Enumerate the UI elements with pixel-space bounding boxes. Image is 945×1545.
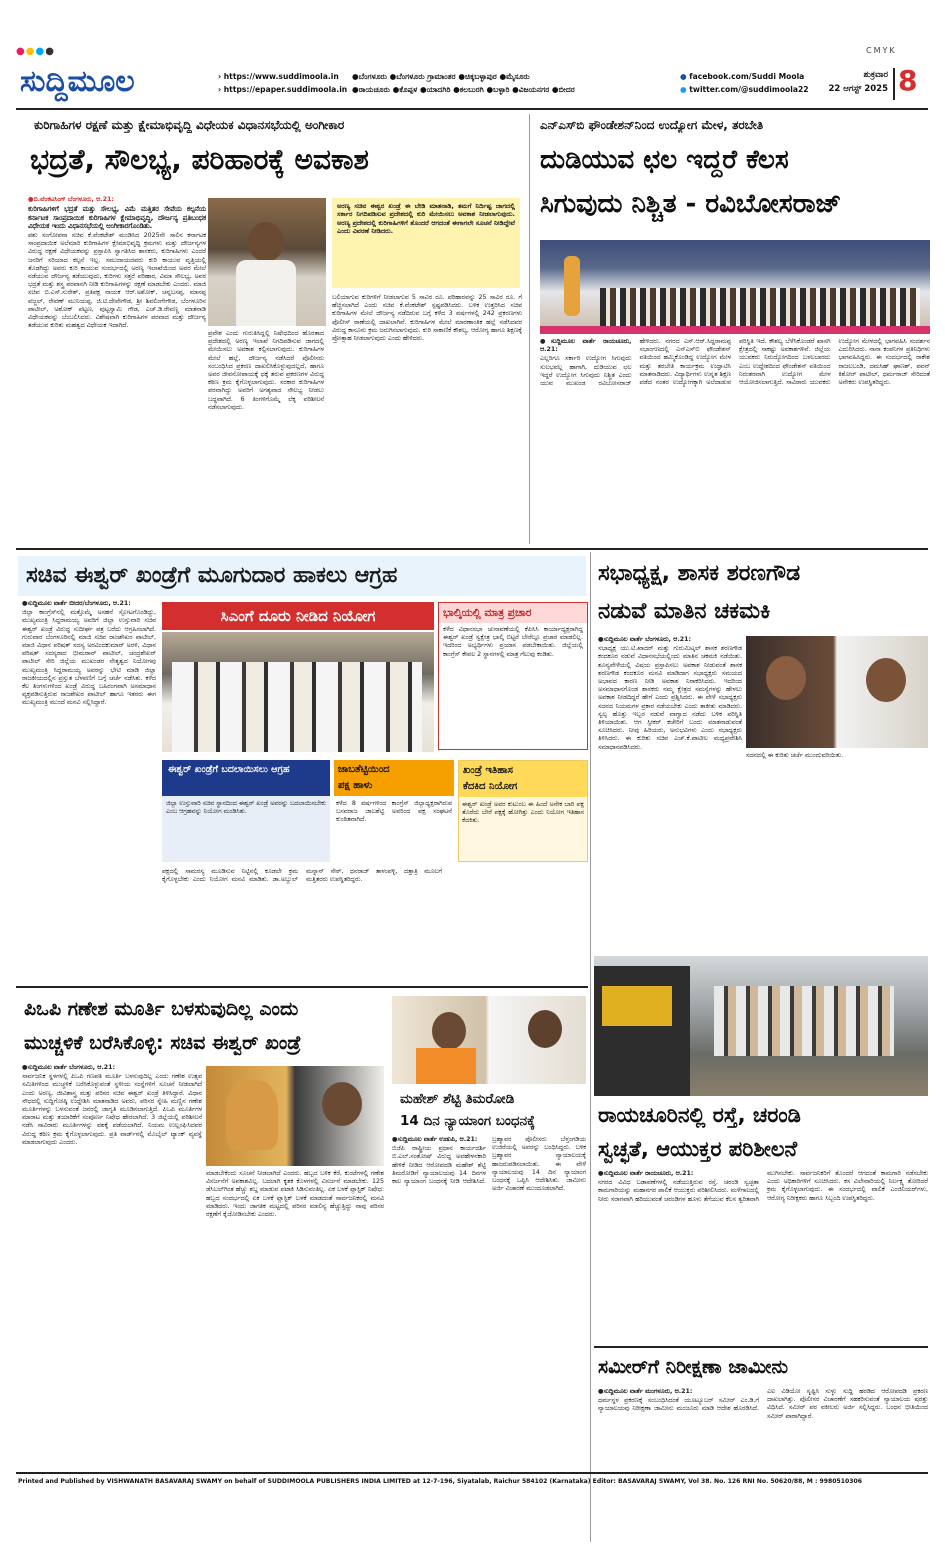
story3-box-b: ಈಶ್ವರ್ ಖಂಡ್ರೆಗೆ ಬದಲಾಯಿಸಲು ಆಗ್ರಹ ಜಿಲ್ಲಾ ಉಸ್ತುವಾರಿ ಸಚಿವ ಸ್ಥಾನದಿಂದ ಈಶ್ವರ್ ಖಂಡ್ರೆ ಅವರನ್ನು ಬದಲಾಯಿಸಬೇಕು ಎಂಬ ಆಗ್ರಹವನ್ನು ನಿಯೋಗ ಮಂಡಿಸಿತು. — [162, 760, 330, 862]
facebook-icon: ● — [680, 72, 687, 81]
story5-col2: ಮಾಡಬೇಕೆಂದು ಸೂಚನೆ ನೀಡಲಾಗಿದೆ ಎಂದರು. ಹಬ್ಬದ ಬಳಿಕ ಕೆರೆ, ಕುಂಟೆಗಳಲ್ಲಿ ಗಣೇಶ ವಿಸರ್ಜನೆಗೆ ಅವಕಾಶವಿಲ್ಲ. ಬದಲಾಗಿ ಕೃತಕ ಕೊಳಗಳಲ್ಲಿ ವಿಸರ್ಜನೆ ಮಾಡಬೇಕು. 125 ಡೆಸಿಬಲ್‌ಗಿಂತ ಹೆಚ್ಚು ಶಬ್ದ ಮಾಡುವ ಪಟಾಕಿ ಸಿಡಿಸುವಂತಿಲ್ಲ. ಏಕ ಬಳಕೆ ಪ್ಲಾಸ್ಟಿಕ್ ನಿಷೇಧ: ಹಬ್ಬದ ಸಂದರ್ಭದಲ್ಲಿ ಏಕ ಬಳಕೆ ಪ್ಲಾಸ್ಟಿಕ್ ಬಳಕೆ ಮಾಡದಂತೆ ಸಾರ್ವಜನಿಕರಲ್ಲಿ ಮನವಿ ಮಾಡಿದರು. ಇಂದು ಜಾಗತಿಕ ಮಟ್ಟದಲ್ಲಿ ಪರಿಸರ ಮಾಲಿನ್ಯ ಹೆಚ್ಚುತ್ತಿದ್ದು ನಾವು ಪರಿಸರ ರಕ್ಷಣೆಗೆ ಕೈಜೋಡಿಸಬೇಕು ಎಂದರು. — [206, 1170, 384, 1219]
issue-date: ಶುಕ್ರವಾರ 22 ಆಗಸ್ಟ್ 2025 — [828, 70, 888, 94]
epaper-link[interactable]: › https://epaper.suddimoola.in — [218, 85, 348, 94]
story6-headline-1: ರಾಯಚೂರಿನಲ್ಲಿ ರಸ್ತೆ, ಚರಂಡಿ — [598, 1103, 801, 1127]
story4-headline-2: ನಡುವೆ ಮಾತಿನ ಚಕಮಕಿ — [598, 599, 771, 624]
story5-photo-ganesha-minister — [206, 1066, 384, 1166]
story1-kicker: ಕುರಿಗಾಹಿಗಳ ರಕ್ಷಣೆ ಮತ್ತು ಕ್ಷೇಮಾಭಿವೃದ್ಧಿ ವಿಧೇಯಕ ವಿಧಾನಸಭೆಯಲ್ಲಿ ಅಂಗೀಕಾರ — [34, 118, 345, 132]
story7-body: ●ಸುದ್ದಿಮೂಲ ವಾರ್ತೆ ಮಂಗಳೂರು, ಆ.21: ಧರ್ಮಸ್ಥಳ ಪ್ರಕರಣಕ್ಕೆ ಸಂಬಂಧಿಸಿದಂತೆ ಯೂಟ್ಯೂಬರ್ ಸಮೀರ್ ಎಂ.ಡಿ.ಗೆ ನ್ಯಾಯಾಲಯವು ನಿರೀಕ್ಷಣಾ ಜಾಮೀನು ಮಂಜೂರು ಮಾಡಿ ಆದೇಶ ಹೊರಡಿಸಿದೆ. ಎಐ ವಿಡಿಯೋ ಸೃಷ್ಟಿಸಿ ಸುಳ್ಳು ಸುದ್ದಿ ಹರಡಿದ ಆರೋಪದಡಿ ಪ್ರಕರಣ ದಾಖಲಾಗಿತ್ತು. ಪೊಲೀಸರ ವಿಚಾರಣೆಗೆ ಸಹಕರಿಸುವಂತೆ ನ್ಯಾಯಾಲಯ ಷರತ್ತು ವಿಧಿಸಿದೆ. ಸಮೀರ್ ಪರ ವಕೀಲರು ಅರ್ಜಿ ಸಲ್ಲಿಸಿದ್ದರು. ಬಂಧನ ಭೀತಿಯಿಂದ ಸಮೀರ್ ಪಾರಾಗಿದ್ದಾರೆ. — [598, 1388, 928, 1420]
story3-body-left: ●ಸುದ್ದಿಮೂಲ ವಾರ್ತೆ ಬೀದರ/ಬೆಂಗಳೂರು, ಆ.21: ಜಿಲ್ಲಾ ಕಾಂಗ್ರೆಸ್‌ನಲ್ಲಿ ಮತ್ತೊಮ್ಮೆ ಅಸಹನೆ ಸ್ಫೋಟಗೊಂಡಿದ್ದು, ಮುಖ್ಯಮಂತ್ರಿ ಸಿದ್ದರಾಮಯ್ಯ ಅವರಿಗೆ ಜಿಲ್ಲಾ ಉಸ್ತುವಾರಿ ಸಚಿವ ಈಶ್ವರ್ ಖಂಡ್ರೆ ವಿರುದ್ಧ ಸುದೀರ್ಘ ಪತ್ರ ಬರೆದು ಆಗ್ರಹಿಸಲಾಗಿದೆ. ಗುರುವಾರ ಬೆಂಗಳೂರಿನಲ್ಲಿ ಮಾಜಿ ಸಚಿವ ರಾಜಶೇಖರ ಪಾಟೀಲ್, ಮಾಜಿ ವಿಧಾನ ಪರಿಷತ್ ಸದಸ್ಯ ಅರವಿಂದಕುಮಾರ್ ಅರಳಿ, ವಿಧಾನ ಪರಿಷತ್ ಸದಸ್ಯರಾದ ಭೀಮರಾವ್ ಪಾಟೀಲ್, ಚಂದ್ರಶೇಖರ್ ಪಾಟೀಲ್ ಸೇರಿ ಜಿಲ್ಲೆಯ ಮುಖಂಡರ ನೇತೃತ್ವದ ನಿಯೋಗವು ಮುಖ್ಯಮಂತ್ರಿ ಸಿದ್ದರಾಮಯ್ಯ ಅವರನ್ನು ಭೇಟಿ ಮಾಡಿ ಜಿಲ್ಲಾ ರಾಜಕೀಯದಲ್ಲಿನ ಪ್ರಸ್ತುತ ಬೆಳವಣಿಗೆ ಬಗ್ಗೆ ಚರ್ಚೆ ನಡೆಸಿತು. ಕಳೆದ ಕೆಲ ತಿಂಗಳುಗಳಿಂದ ಖಂಡ್ರೆ ವಿರುದ್ಧ ಬಹಿರಂಗವಾಗಿ ಅಸಮಾಧಾನ ವ್ಯಕ್ತಪಡಿಸುತ್ತಿರುವ ರಾಜಶೇಖರ ಪಾಟೀಲ್ ಹಾಗೂ ಇತರರು ಈಗ ಮುಖ್ಯಮಂತ್ರಿ ಮುಂದೆ ಮನವಿ ಸಲ್ಲಿಸಿದ್ದಾರೆ. — [22, 600, 156, 707]
story5-side-photo — [392, 996, 586, 1084]
twitter-icon: ● — [680, 85, 687, 94]
story4-headline-1: ಸಭಾಧ್ಯಕ್ಷ, ಶಾಸಕ ಶರಣಗೌಡ — [598, 561, 801, 586]
story1-col2: ಪ್ರವೇಶ ಎಂದು ಗುರುತಿಸಿದ್ದಲ್ಲಿ ನಿಷೇಧದಿಂದ ಹೊರತಾದ ಪ್ರದೇಶದಲ್ಲಿ ಅರಣ್ಯ ಇಲಾಖೆ ನಿಗದಿಪಡಿಸುವ ಜಾಗದಲ್ಲಿ ಮೇಯಿಸಲು ಅವಕಾಶ ಕಲ್ಪಿಸಲಾಗುವುದು. ಕುರಿಗಾಹಿಗಳ ಮೇಲೆ ಹಲ್ಲೆ, ದೌರ್ಜನ್ಯ ನಡೆಸಿದರೆ ಪೊಲೀಸರು ಸಂಬಂಧಿಸಿದ ಪ್ರಕರಣ ದಾಖಲಿಸಿಕೊಳ್ಳುವುದಲ್ಲದೆ, ಹಾಗೂ ಅವರ ಜೀವನೋಪಾಯಕ್ಕೆ ಧಕ್ಕೆ ತರುವ ಪ್ರಕರಣಗಳ ವಿರುದ್ಧ ಕಠಿಣ ಕ್ರಮ ಕೈಗೊಳ್ಳಲಾಗುವುದು. ಸರಕಾರ ಕುರಿಗಾಹಿಗಳ ಪರವಾಗಿದ್ದು ಅವರಿಗೆ ಅಗತ್ಯವಾದ ಸೌಲಭ್ಯ ನೀಡಲು ಬದ್ಧವಾಗಿದೆ. 6 ತಿಂಗಳಿಗೊಮ್ಮೆ ಲೆಕ್ಕ ಪರಿಶೀಲನೆ ನಡೆಸಲಾಗುವುದು. — [208, 330, 324, 411]
page-number-divider — [893, 68, 895, 100]
story6-body: ●ಸುದ್ದಿಮೂಲ ವಾರ್ತೆ ರಾಯಚೂರು, ಆ.21: ನಗರದ ವಿವಿಧ ಬಡಾವಣೆಗಳಲ್ಲಿ ನಡೆಯುತ್ತಿರುವ ರಸ್ತೆ, ಚರಂಡಿ ಸ್ವಚ್ಛತಾ ಕಾಮಗಾರಿಯನ್ನು ಮಹಾನಗರ ಪಾಲಿಕೆ ಆಯುಕ್ತರು ಪರಿಶೀಲಿಸಿದರು. ಮಳೆಗಾಲದಲ್ಲಿ ನೀರು ಸರಾಗವಾಗಿ ಹರಿಯುವಂತೆ ಚರಂಡಿಗಳ ಹೂಳು ತೆಗೆಯುವ ಕೆಲಸ ತ್ವರಿತವಾಗಿ ಮುಗಿಸಬೇಕು. ಸಾರ್ವಜನಿಕರಿಗೆ ತೊಂದರೆ ಆಗದಂತೆ ಕಾಮಗಾರಿ ನಡೆಸಬೇಕು ಎಂದು ಅಧಿಕಾರಿಗಳಿಗೆ ಸೂಚಿಸಿದರು. ಕಸ ವಿಲೇವಾರಿಯಲ್ಲಿ ನಿರ್ಲಕ್ಷ್ಯ ತೋರಿದರೆ ಕ್ರಮ ಕೈಗೊಳ್ಳಲಾಗುವುದು. ಈ ಸಂದರ್ಭದಲ್ಲಿ ಪಾಲಿಕೆ ಎಂಜಿನಿಯರ್‌ಗಳು, ಆರೋಗ್ಯ ನಿರೀಕ್ಷಕರು ಹಾಗೂ ಸಿಬ್ಬಂದಿ ಉಪಸ್ಥಿತರಿದ್ದರು. — [598, 1170, 928, 1203]
section-rule-3 — [594, 1346, 928, 1348]
story3-box-d: ಖಂಡ್ರೆ ಇತಿಹಾಸ ಕೆದಕಿದ ನಿಯೋಗ ಈಶ್ವರ್ ಖಂಡ್ರೆ ಅವರ ಕುಟುಂಬ ಈ ಹಿಂದೆ ಅನೇಕ ಬಾರಿ ಪಕ್ಷ ತೊರೆದು ಬೇರೆ ಪಕ್ಷಕ್ಕೆ ಹೋಗಿತ್ತು ಎಂದು ನಿಯೋಗ ಇತಿಹಾಸ ಕೆದಕಿತು. — [458, 760, 588, 862]
story5-headline-1: ಪಿಒಪಿ ಗಣೇಶ ಮೂರ್ತಿ ಬಳಸುವುದಿಲ್ಲ ಎಂದು — [24, 998, 299, 1020]
story4-body-right: ಸದನದಲ್ಲಿ ಈ ಕುರಿತು ಚರ್ಚೆ ಮುಂದುವರಿಯಿತು. — [746, 752, 844, 759]
story3-photo-delegation — [162, 632, 434, 752]
story3-headline-band — [18, 556, 586, 596]
story2-photo-job-fair — [540, 240, 930, 334]
story3-body-bottom: ಪಕ್ಷದಲ್ಲಿ ಸಾಮರಸ್ಯ ಮೂಡಿಸುವ ನಿಟ್ಟಿನಲ್ಲಿ ಕೂಡಲೇ ಕ್ರಮ ಕೈಗೊಳ್ಳಬೇಕು ಎಂದು ನಿಯೋಗ ಮನವಿ ಮಾಡಿತು. ಡಾ.ಅಬ್ದುಲ್ ಮನ್ನಾನ್ ಸೇಠ್, ಧನರಾಜ್ ತಾಳಂಪಳ್ಳಿ, ದತ್ತಾತ್ರಿ ಮೂಲಗೆ ಮತ್ತಿತರರು ಉಪಸ್ಥಿತರಿದ್ದರು. — [162, 868, 442, 884]
story2-headline-1: ದುಡಿಯುವ ಛಲ ಇದ್ದರೆ ಕೆಲಸ — [540, 145, 789, 175]
section-rule-1 — [16, 548, 928, 550]
section-rule-2 — [16, 986, 588, 988]
story2-kicker: ಎನ್ಎಸ್‌ಬಿ ಫೌಂಡೇಶನ್‌ನಿಂದ ಉದ್ಯೋಗ ಮೇಳ, ತರಬೇತಿ — [540, 118, 764, 132]
social-links — [680, 70, 809, 96]
story3-box-a: ಭಾಲ್ಕಿಯಲ್ಲಿ ಮಾತ್ರ ಪ್ರಚಾರ ಕಳೆದ ವಿಧಾನಸಭಾ ಚುನಾವಣೆಯಲ್ಲಿ ಕೆಪಿಸಿಸಿ ಕಾರ್ಯಾಧ್ಯಕ್ಷರಾಗಿದ್ದ ಈಶ್ವರ್ ಖಂಡ್ರೆ ಸ್ವಕ್ಷೇತ್ರ ಭಾಲ್ಕಿ ಬಿಟ್ಟರೆ ಬೇರೆಲ್ಲೂ ಪ್ರಚಾರ ಮಾಡಲಿಲ್ಲ. ಇದರಿಂದ ಅಭ್ಯರ್ಥಿಗಳು ಪ್ರಯಾಸ ಪಡಬೇಕಾಯಿತು. ಜಿಲ್ಲೆಯಲ್ಲಿ ಕಾಂಗ್ರೆಸ್ ಕೇವಲ 2 ಸ್ಥಾನಗಳಲ್ಲಿ ಮಾತ್ರ ಗೆಲುವು ಕಂಡಿತು. — [438, 602, 588, 750]
page-number: 8 — [898, 64, 918, 97]
masthead-rule — [16, 108, 928, 110]
story5-headline-2: ಮುಚ್ಚಳಿಕೆ ಬರೆಸಿಕೊಳ್ಳಿ: ಸಚಿವ ಈಶ್ವರ್ ಖಂಡ್ರೆ — [24, 1032, 301, 1054]
story4-body: ●ಸುದ್ದಿಮೂಲ ವಾರ್ತೆ ಬೆಂಗಳೂರು, ಆ.21: ಸಭಾಧ್ಯಕ್ಷ ಯು.ಟಿ.ಖಾದರ್ ಮತ್ತು ಗುರುಮಿಟ್ಕಲ್ ಶಾಸಕ ಶರಣಗೌಡ ಕಂದಕೂರ ನಡುವೆ ವಿಧಾನಸಭೆಯಲ್ಲಿಂದು ಮಾತಿನ ಚಕಮಕಿ ನಡೆಯಿತು. ಶೂನ್ಯವೇಳೆಯಲ್ಲಿ ವಿಷಯ ಪ್ರಸ್ತಾಪಿಸಲು ಅವಕಾಶ ನೀಡುವಂತೆ ಶಾಸಕ ಶರಣಗೌಡ ಕಂದಕೂರ ಮನವಿ ಮಾಡಿದಾಗ ಸಭಾಧ್ಯಕ್ಷರು ಸಮಯದ ಅಭಾವದ ಕಾರಣ ನೀಡಿ ಅವಕಾಶ ನಿರಾಕರಿಸಿದರು. ಇದರಿಂದ ಅಸಮಾಧಾನಗೊಂಡ ಶಾಸಕರು ನಮ್ಮ ಕ್ಷೇತ್ರದ ಸಮಸ್ಯೆಗಳನ್ನು ಹೇಳಲು ಅವಕಾಶ ನೀಡದಿದ್ದರೆ ಹೇಗೆ ಎಂದು ಪ್ರಶ್ನಿಸಿದರು. ಈ ವೇಳೆ ಸಭಾಧ್ಯಕ್ಷರು ಸದನದ ನಿಯಮಗಳ ಪ್ರಕಾರ ನಡೆಯಬೇಕು ಎಂದು ತಾಕೀತು ಮಾಡಿದರು. ಸ್ವಲ್ಪ ಹೊತ್ತು ಇಬ್ಬರ ನಡುವೆ ವಾಗ್ವಾದ ನಡೆದು ಬಳಿಕ ಪರಿಸ್ಥಿತಿ ತಿಳಿಯಾಯಿತು. ಆಗ ಸ್ಪೀಕರ್ ಕಚೇರಿಗೆ ಬಂದು ಮಾತನಾಡುವಂತೆ ಸೂಚಿಸಿದರು. ನೀವು ಹಿರಿಯರು, ಅನುಭವಿಗಳು ಎಂದು ಸಭಾಧ್ಯಕ್ಷರು ತಿಳಿಸಿದರು. ಈ ಕುರಿತು ಸಚಿವ ಎಚ್.ಕೆ.ಪಾಟೀಲ ಮಧ್ಯಪ್ರವೇಶಿಸಿ ಸಮಾಧಾನಪಡಿಸಿದರು. — [598, 636, 742, 751]
footer-imprint: Printed and Published by VISHWANATH BASAVARAJ SWAMY on behalf of SUDDIMOOLA PUBLISHERS INDIA LIMITED at 12-7-196, Siyatalab, Raichur 584102 (Karnataka) Editor: BASAVARAJ SWAMY, Vol 38. No. 126 RNI No. 50620/88, M : 9980510306 — [18, 1478, 862, 1485]
story5-side-body: ●ಸುದ್ದಿಮೂಲ ವಾರ್ತೆ ಉಡುಪಿ, ಆ.21: ಬಿಜೆಪಿ ರಾಷ್ಟ್ರೀಯ ಪ್ರಧಾನ ಕಾರ್ಯದರ್ಶಿ ಬಿ.ಎಲ್.ಸಂತೋಷ್ ವಿರುದ್ಧ ಅವಹೇಳನಕಾರಿ ಹೇಳಿಕೆ ನೀಡಿದ ಆರೋಪದಡಿ ಮಹೇಶ್ ಶೆಟ್ಟಿ ತಿಮರೋಡಿಗೆ ನ್ಯಾಯಾಲಯವು 14 ದಿನಗಳ ಕಾಲ ನ್ಯಾಯಾಂಗ ಬಂಧನಕ್ಕೆ ನೀಡಿ ಆದೇಶಿಸಿದೆ. ಬ್ರಹ್ಮಾವರ ಪೊಲೀಸರು ಬೆಳ್ತಂಗಡಿಯ ಉಜಿರೆಯಲ್ಲಿ ಅವರನ್ನು ಬಂಧಿಸಿದ್ದರು. ಬಳಿಕ ಬ್ರಹ್ಮಾವರ ನ್ಯಾಯಾಲಯಕ್ಕೆ ಹಾಜರುಪಡಿಸಲಾಯಿತು. ಈ ವೇಳೆ ನ್ಯಾಯಾಲಯವು 14 ದಿನ ನ್ಯಾಯಾಂಗ ಬಂಧನಕ್ಕೆ ಒಪ್ಪಿಸಿ ಆದೇಶಿಸಿತು. ಜಾಮೀನು ಅರ್ಜಿ ವಿಚಾರಣೆ ಮುಂದೂಡಲಾಗಿದೆ. — [392, 1136, 586, 1193]
story1-col3: ಬಲಿಯಾಗುವ ಕುರಿಗಳಿಗೆ ನೀಡಲಾಗುವ 5 ಸಾವಿರ ರೂ. ಪರಿಹಾರವನ್ನು 25 ಸಾವಿರ ರೂ. ಗೆ ಹೆಚ್ಚಿಸಲಾಗಿದೆ ಎಂದು ಸಚಿವ ಕೆ.ವೆಂಕಟೇಶ್ ಸ್ಪಷ್ಟಪಡಿಸಿದರು. ಬಳಿಕ ಉತ್ತರಿಸಿದ ಸಚಿವ ಕುರಿಗಾಹಿಗಳ ಮೇಲೆ ದೌರ್ಜನ್ಯ ನಡೆದಿರುವ ಬಗ್ಗೆ ಕಳೆದ 3 ವರ್ಷಗಳಲ್ಲಿ 242 ಪ್ರಕರಣಗಳು ಪೊಲೀಸ್ ಠಾಣೆಯಲ್ಲಿ ದಾಖಲಾಗಿವೆ. ಕುರಿಗಾಹಿಗಳ ಮೇಲೆ ಮಾರಣಾಂತಿಕ ಹಲ್ಲೆ ನಡೆಸಿದವರ ವಿರುದ್ಧ ಕಾನೂನು ಕ್ರಮ ಜರುಗಿಸಲಾಗುವುದು. ಕುರಿ ಸಾಕಾಣಿಕೆ ಕೌಶಲ್ಯ, ಆರೋಗ್ಯ ಹಾಗೂ ಶಿಕ್ಷಣಕ್ಕೆ ಪ್ರೋತ್ಸಾಹ ನೀಡಲಾಗುವುದು ಎಂದು ಹೇಳಿದರು. — [332, 294, 522, 343]
story3-headline: ಸಚಿವ ಈಶ್ವರ್ ಖಂಡ್ರೆಗೆ ಮೂಗುದಾರ ಹಾಕಲು ಆಗ್ರಹ — [26, 563, 398, 588]
city-editions: ●ಬೆಂಗಳೂರು ●ಬೆಂಗಳೂರು ಗ್ರಾಮಾಂತರ ●ಚಿಕ್ಕಬಳ್ಳಾಪುರ ●ಮೈಸೂರು ●ರಾಯಚೂರು ●ಕೊಪ್ಪಳ ●ಯಾದಗಿರಿ ●ಕಲಬುರಗಿ ●ಬಳ್ಳಾರಿ ●ವಿಜಯನಗರ ●ಬೀದರ — [352, 72, 575, 94]
story1-photo-minister — [208, 198, 326, 326]
story4-photo-legislators — [746, 636, 928, 748]
story1-headline: ಭದ್ರತೆ, ಸೌಲಭ್ಯ, ಪರಿಹಾರಕ್ಕೆ ಅವಕಾಶ — [30, 143, 369, 176]
story2-headline-2: ಸಿಗುವುದು ನಿಶ್ಚಿತ - ರವಿಬೋಸರಾಜ್ — [540, 189, 842, 219]
website-link[interactable]: › https://www.suddimoola.in — [218, 72, 339, 81]
story2-body: ●ಸುದ್ದಿಮೂಲ ವಾರ್ತೆ ರಾಯಚೂರು, ಆ.21: ಎಲ್ಲರಿಗೂ ಸರ್ಕಾರಿ ಉದ್ಯೋಗ ಸಿಗುವುದು ಸುಲಭವಲ್ಲ ಹಾಗಾಗಿ, ದುಡಿಯುವ ಛಲ ಇದ್ದರೆ ಉದ್ಯೋಗ ಸಿಗುವುದು ನಿಶ್ಚಿತ ಎಂದು ಯುವ ಮುಖಂಡ ರವಿಬೋಸರಾಜ್ ಹೇಳಿದರು. ನಗರದ ಎಸ್.ಆರ್.ಸಿದ್ದರಾಮಪ್ಪ ಸಭಾಂಗಣದಲ್ಲಿ ಎನ್‌ಎಸ್‌ಬಿ ಫೌಂಡೇಶನ್ ವತಿಯಿಂದ ಹಮ್ಮಿಕೊಂಡಿದ್ದ ಉದ್ಯೋಗ ಮೇಳ ಮತ್ತು ತರಬೇತಿ ಕಾರ್ಯಕ್ರಮ ಉದ್ಘಾಟಿಸಿ ಮಾತನಾಡಿದರು. ವಿದ್ಯಾರ್ಥಿಗಳು ಉನ್ನತ ಶಿಕ್ಷಣ ಪಡೆದ ನಂತರ ಉದ್ಯೋಗಕ್ಕಾಗಿ ಅಲೆದಾಡುವ ಪರಿಸ್ಥಿತಿ ಇದೆ. ಕೌಶಲ್ಯ ಬೆಳೆಸಿಕೊಂಡರೆ ಖಾಸಗಿ ಕ್ಷೇತ್ರದಲ್ಲಿ ಸಾಕಷ್ಟು ಅವಕಾಶಗಳಿವೆ. ಜಿಲ್ಲೆಯ ಯುವಕರು ನಿರುದ್ಯೋಗದಿಂದ ಬಳಲಬಾರದು ಎಂಬ ಉದ್ದೇಶದಿಂದ ಫೌಂಡೇಶನ್ ವತಿಯಿಂದ ನಿರಂತರವಾಗಿ ಉದ್ಯೋಗ ಮೇಳ ಆಯೋಜಿಸಲಾಗುತ್ತಿದೆ. ಸಾವಿರಾರು ಯುವಕರು ಉದ್ಯೋಗ ಮೇಳದಲ್ಲಿ ಭಾಗವಹಿಸಿ ಸಂದರ್ಶನ ಎದುರಿಸಿದರು. ನಾನಾ ಕಂಪನಿಗಳ ಪ್ರತಿನಿಧಿಗಳು ಭಾಗವಹಿಸಿದ್ದರು. ಈ ಸಂದರ್ಭದಲ್ಲಿ ರಾಕೇಶ ರಾಜಲಬಂಡಿ, ದಮಸಿಹ್ ಘಾಣಶ್, ಪವನ್ ಕಿಶೋರ್ ಪಾಟೀಲ್, ಧರ್ಮರಾಜ್ ಸೇರಿದಂತೆ ಅನೇಕರು ಉಪಸ್ಥಿತರಿದ್ದರು. — [540, 338, 930, 388]
footer-rule — [16, 1472, 928, 1474]
story6-headline-2: ಸ್ವಚ್ಛತೆ, ಆಯುಕ್ತರ ಪರಿಶೀಲನೆ — [598, 1137, 798, 1161]
top-column-divider — [529, 114, 530, 544]
registration-dots: ●●●● — [16, 46, 55, 57]
story1-intro: ●ಬಿ.ವೆಂಕಟಸಿಂಗ್ ಬೆಂಗಳೂರು, ಆ.21: ಕುರಿಗಾಹಿಗಳಿಗೆ ಭದ್ರತೆ ಮತ್ತು ಸೌಲಭ್ಯ, ವಿಮೆ ಮತ್ತಿತರ ಸೇವೆಯ ಕಲ್ಪನೆಯ ಕರ್ನಾಟಕ ಸಾಂಪ್ರದಾಯಿಕ ಕುರಿಗಾಹಿಗಳ ಕ್ಷೇಮಾಭಿವೃದ್ಧಿ, ದೌರ್ಜನ್ಯ ಪ್ರತಿಬಂಧಕ ವಿಧೇಯಕ ಇಂದು ವಿಧಾನಸಭೆಯಲ್ಲಿ ಅಂಗೀಕಾರಗೊಂಡಿತು. ಪಶು ಸಂಗೋಪನಾ ಸಚಿವ ಕೆ.ವೆಂಕಟೇಶ್ ಮಂಡಿಸಿದ 2025ನೇ ಸಾಲಿನ ಕರ್ನಾಟಕ ಸಾಂಪ್ರದಾಯಿಕ ಅಲೆಮಾರಿ ಕುರಿಗಾಹಿಗಳ ಕ್ಷೇಮಾಭಿವೃದ್ಧಿ ಕ್ರಮಗಳು ಮತ್ತು ದೌರ್ಜನ್ಯಗಳ ವಿರುದ್ಧ ರಕ್ಷಣೆ ವಿಧೇಯಕವನ್ನು ಪ್ರಸ್ತಾಪಿಸಿ ಸ್ವಾಗತಿಸಿದ ಶಾಸಕರು, ಕುರಿಗಾಹಿಗಳು ಎಂದರೆ ಜನರಿಗೆ ಸರಿಯಾದ ಕಲ್ಪನೆ ಇಲ್ಲ. ಸಮುದಾಯದವರು ಕುರಿ ಕಾಯುವ ವೃತ್ತಿಯಲ್ಲಿ ತೊಡಗಿದ್ದು ಅವರು ಕುರಿ ಕಾಯುವ ಸಂದರ್ಭದಲ್ಲಿ ಅರಣ್ಯ ಇಲಾಖೆಯಿಂದ ಅವರ ಮೇಲೆ ನಡೆಯುವ ದೌರ್ಜನ್ಯ ತಡೆಯುವುದು, ಕುರಿಗಳು ಸತ್ತರೆ ಪರಿಹಾರ, ವಿಮಾ ಸೌಲಭ್ಯ, ಅವರ ಭದ್ರತೆ ಮತ್ತು ಶಸ್ತ್ರ ಪರವಾನಗಿ ನೀಡಿ ಕುರಿಗಾಹಿಗಳನ್ನು ರಕ್ಷಣೆ ಮಾಡಬೇಕು ಎಂದರು. ಮಾಜಿ ಸಚಿವ ಬಿ.ಎಸ್.ಸುರೇಶ್, ಪ್ರತಿಪಕ್ಷ ನಾಯಕ ಆರ್.ಅಶೋಕ್, ಚನ್ನಬಸಪ್ಪ, ಮಾನಪ್ಪ ವಜ್ಜಲ್, ರೇವಣ್ ಮುನಿಯಪ್ಪ, ಜಿ.ಟಿ.ದೇವೇಗೌಡ, ಶ್ರೀ ಶಿವಲಿಂಗೇಗೌಡ, ಬೆಂಗಳೂರಿನ ಪಾಟೀಲ್, ಅಶೋಕ್ ಪಟ್ಟಣ, ಪುಟ್ಟಸ್ವಾಮಿ ಗೌಡ, ಎಚ್.ಡಿ.ರೇವಣ್ಣ ಮಾತನಾಡಿ ವಿಧೇಯಕವನ್ನು ಬೆಂಬಲಿಸಿದರು. ವಿಶೇಷವಾಗಿ ಕುರಿಗಾಹಿಗಳ ಪರವಾದ ಮತ್ತು ದೌರ್ಜನ್ಯ ತಡೆಯುವ ಕುರಿತು ಮಹತ್ವದ ವಿಧೇಯಕ ಇದಾಗಿದೆ. — [28, 196, 206, 330]
cmyk-marks: CMYK — [866, 46, 897, 55]
story7-headline: ಸಮೀರ್‌ಗೆ ನಿರೀಕ್ಷಣಾ ಜಾಮೀನು — [598, 1356, 789, 1378]
middle-column-divider — [590, 552, 591, 1542]
website-links — [218, 70, 347, 96]
story5-side-headline-1: ಮಹೇಶ್ ಶೆಟ್ಟಿ ತಿಮರೋಡಿ — [400, 1091, 515, 1107]
twitter-link[interactable]: ● twitter.com/@suddimoola22 — [680, 85, 809, 94]
story1-highlight-box: ಅರಣ್ಯ ಸಚಿವ ಈಶ್ವರ ಖಂಡ್ರೆ ಈ ಬೇಡಿ ಮಾತನಾಡಿ, ತಮಗೆ ನಿರ್ದಿಷ್ಟ ಜಾಗದಲ್ಲಿ ಸರ್ಕಾರ ನಿಗದಿಪಡಿಸುವ ಪ್ರದೇಶದಲ್ಲಿ ಕುರಿ ಮೇಯಿಸಲು ಅವಕಾಶ ನೀಡಲಾಗುವುದು. ಅರಣ್ಯ ಪ್ರದೇಶದಲ್ಲಿ ಕುರಿಗಾಹಿಗಳಿಗೆ ತೊಂದರೆ ಆಗದಂತೆ ಈಗಾಗಲೇ ಸೂಚನೆ ನೀಡಿದ್ದೇವೆ ಎಂದು ವಿವರಣೆ ನೀಡಿದರು. — [332, 198, 520, 288]
story3-caption-main: ಸಿಎಂಗೆ ದೂರು ನೀಡಿದ ನಿಯೋಗ — [162, 602, 434, 630]
story3-box-c: ಜಾಬತೆಟ್ಟಿಯಿಂದ ಪಕ್ಷ ಹಾಳು ಕಳೆದ 8 ವರ್ಷಗಳಿಂದ ಕಾಂಗ್ರೆಸ್ ಜಿಲ್ಲಾಧ್ಯಕ್ಷರಾಗಿರುವ ಬಸವರಾಜ ಜಾಬಶೆಟ್ಟಿ ಅವರಿಂದ ಪಕ್ಷ ಸಂಘಟನೆ ಕುಂಠಿತವಾಗಿದೆ. — [334, 760, 454, 862]
logo: ಸುದ್ದಿಮೂಲ — [20, 64, 135, 99]
story5-side-headline-2: 14 ದಿನ ನ್ಯಾಯಾಂಗ ಬಂಧನಕ್ಕೆ — [400, 1113, 536, 1129]
story6-photo-inspection — [594, 956, 928, 1096]
story5-col1: ●ಸುದ್ದಿಮೂಲ ವಾರ್ತೆ ಬೆಂಗಳೂರು, ಆ.21: ಸಾರ್ವಜನಿಕ ಸ್ಥಳಗಳಲ್ಲಿ ಪಿಒಪಿ ಗಣಪತಿ ಮೂರ್ತಿ ಬಳಸುವುದಿಲ್ಲ ಎಂದು ಗಣೇಶ ಉತ್ಸವ ಸಮಿತಿಗಳಿಂದ ಮುಚ್ಚಳಿಕೆ ಬರೆಸಿಕೊಳ್ಳುವಂತೆ ಸ್ಥಳೀಯ ಸಂಸ್ಥೆಗಳಿಗೆ ಸೂಚನೆ ನೀಡಲಾಗಿದೆ ಎಂದು ಅರಣ್ಯ, ಜೀವಿಶಾಸ್ತ್ರ ಮತ್ತು ಪರಿಸರ ಸಚಿವ ಈಶ್ವರ್ ಖಂಡ್ರೆ ತಿಳಿಸಿದ್ದಾರೆ. ವಿಧಾನ ಸೌಧದಲ್ಲಿ ಸುದ್ದಿಗೋಷ್ಠಿ ಉದ್ದೇಶಿಸಿ ಮಾತನಾಡಿದ ಅವರು, ಪರಿಸರ ಸ್ನೇಹಿ ಮಣ್ಣಿನ ಗಣೇಶ ಮೂರ್ತಿಗಳನ್ನು ಬಳಸುವಂತೆ ಜನರಲ್ಲಿ ಜಾಗೃತಿ ಮೂಡಿಸಲಾಗುತ್ತಿದೆ. ಪಿಒಪಿ ಮೂರ್ತಿಗಳ ಮಾರಾಟ ಮತ್ತು ತಯಾರಿಕೆಗೆ ಸಂಪೂರ್ಣ ನಿಷೇಧ ಹೇರಲಾಗಿದೆ. 3 ಜಿಲ್ಲೆಯಲ್ಲಿ ಪರಿಶೀಲನೆ ನಡೆಸಿ ಸಾವಿರಾರು ಮೂರ್ತಿಗಳನ್ನು ವಶಕ್ಕೆ ಪಡೆಯಲಾಗಿದೆ. ನಿಯಮ ಉಲ್ಲಂಘಿಸಿದವರ ವಿರುದ್ಧ ಕಠಿಣ ಕ್ರಮ ಕೈಗೊಳ್ಳಲಾಗುವುದು. ಪ್ರತಿ ವಾರ್ಡ್‌ನಲ್ಲಿ ಮೊಬೈಲ್ ಟ್ಯಾಂಕ್ ವ್ಯವಸ್ಥೆ ಮಾಡಲಾಗುವುದು ಎಂದರು. — [22, 1064, 202, 1146]
facebook-link[interactable]: ● facebook.com/Suddi Moola — [680, 72, 805, 81]
